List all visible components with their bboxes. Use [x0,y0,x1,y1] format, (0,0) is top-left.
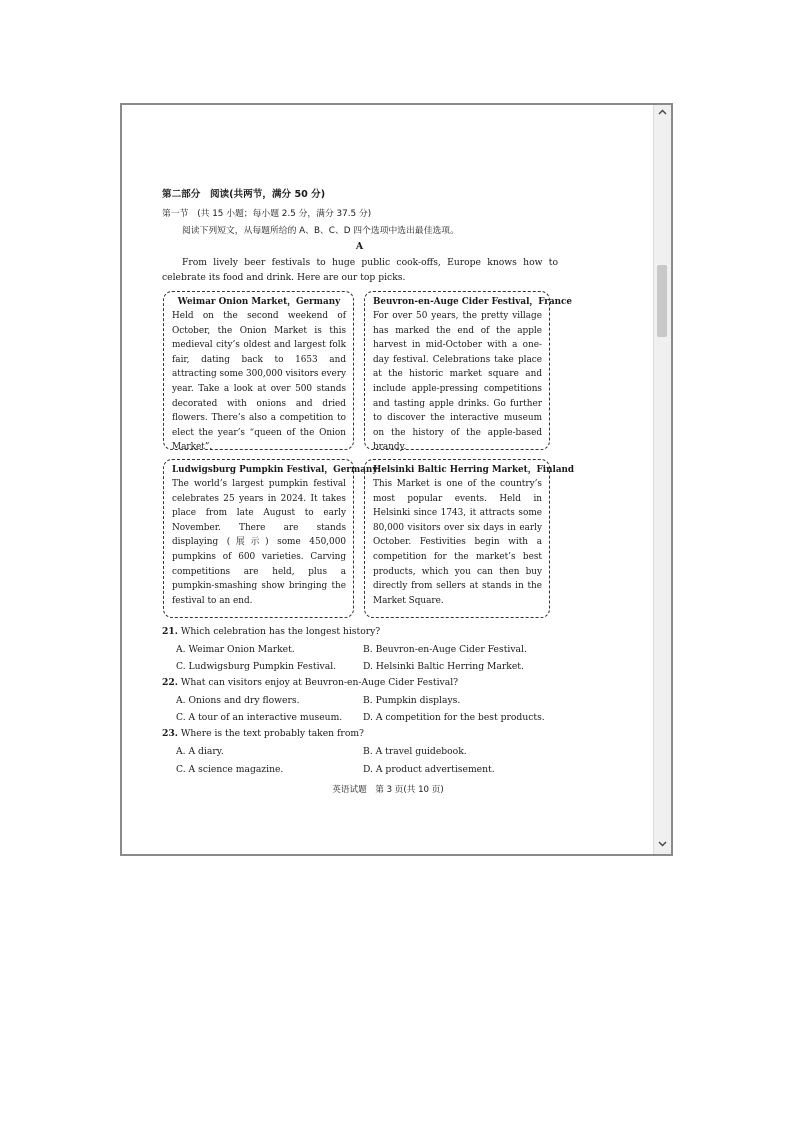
vertical-scrollbar[interactable] [653,105,671,854]
document-page [122,105,654,854]
box-body: For over 50 years, the pretty village has marked the end of the apple harvest in mid-October with a one-day festival. Celebrations take place at the historic market square and include apple-pressing competitions and tasting apple drinks. Go further to discover the interactive museum on the history of the apple-based brandy. [373,311,542,453]
option-23-d: D. A product advertisement. [363,764,495,775]
box-title: Helsinki Baltic Herring Market，Finland [373,465,575,475]
box-body: Held on the second weekend of October, the Onion Market is this medieval city’s oldest and largest folk fair, dating back to 1653 and attracting some 300,000 visitors every year. Take a look at over 500 stands decorated with onions and dried flowers. There’s also a competition to elect the year’s “queen of the Onion Market”. [172,311,347,453]
part-title: 第二部分 阅读(共两节，满分 50 分) [162,189,326,200]
sub-title: 第一节 (共 15 小题；每小题 2.5 分，满分 37.5 分) [162,209,372,219]
question-number: 21. [162,626,178,637]
option-21-a: A. Weimar Onion Market. [176,644,295,655]
question-number: 22. [162,677,178,688]
question-text: Which celebration has the longest history? [180,626,381,637]
scrollbar-thumb[interactable] [657,265,667,337]
question-text: Where is the text probably taken from? [180,728,364,739]
box-title: Weimar Onion Market，Germany [177,297,341,307]
option-22-c: C. A tour of an interactive museum. [176,712,343,723]
question-text: What can visitors enjoy at Beuvron-en-Auge Cider Festival? [180,677,459,688]
chevron-down-icon[interactable] [654,837,671,854]
box-title: Ludwigsburg Pumpkin Festival，Germany [172,465,378,475]
instruction-text: 阅读下列短文，从每题所给的 A、B、C、D 四个选项中选出最佳选项。 [182,226,459,236]
box-title: Beuvron-en-Auge Cider Festival，France [373,297,572,307]
page-footer: 英语试题 第 3 页(共 10 页) [332,785,444,795]
question-23 [162,728,364,740]
question-number: 23. [162,728,178,739]
intro-paragraph: From lively beer festivals to huge public cook-offs, Europe knows how to celebrate its food and drink. Here are our top picks. [162,257,558,283]
chevron-up-icon[interactable] [654,105,671,122]
option-21-d: D. Helsinki Baltic Herring Market. [363,661,524,672]
question-21 [162,626,380,638]
option-23-a: A. A diary. [176,746,224,757]
box-body: This Market is one of the country’s most popular events. Held in Helsinki since 1743, it attracts some 80,000 visitors over six days in early October. Festivities begin with a competition for the market’s best products, which you can then buy directly from sellers at stands in the Market Square. [373,479,542,606]
passage-label: A [355,241,364,252]
option-21-b: B. Beuvron-en-Auge Cider Festival. [363,644,527,655]
option-23-b: B. A travel guidebook. [363,746,467,757]
question-22 [162,677,458,689]
info-box-weimar [163,291,354,453]
option-22-b: B. Pumpkin displays. [363,695,461,706]
option-22-a: A. Onions and dry flowers. [176,695,300,706]
option-22-d: D. A competition for the best products. [363,712,545,723]
info-box-helsinki [364,459,575,618]
document-viewer [120,103,673,856]
info-box-ludwigsburg [163,459,378,618]
info-box-beuvron [364,291,572,453]
box-body: The world’s largest pumpkin festival celebrates 25 years in 2024. It takes place from late August to early November. There are stands displaying (展示) some 450,000 pumpkins of 600 varieties. Carving competitions are held, plus a pumpkin-smashing show bringing the festival to an end. [172,479,346,606]
option-21-c: C. Ludwigsburg Pumpkin Festival. [176,661,337,672]
option-23-c: C. A science magazine. [176,764,284,775]
